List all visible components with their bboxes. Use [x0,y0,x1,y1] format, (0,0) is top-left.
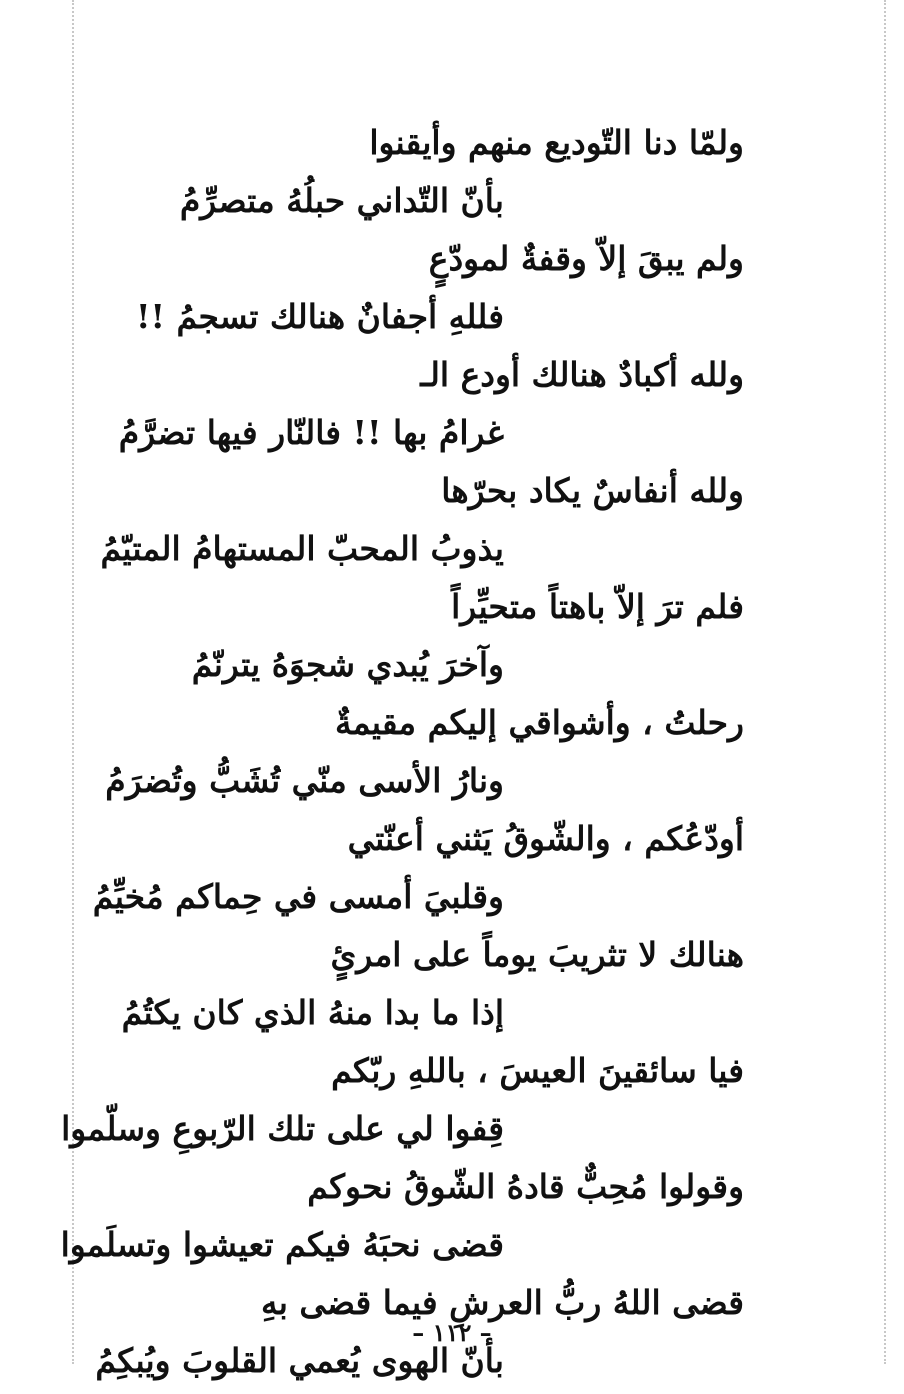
verse [0,582,904,698]
first-hemistich: رحلتُ ، وأشواقي إليكم مقيمةٌ [335,703,744,742]
second-hemistich: ونارُ الأسى منّي تُشَبُّ وتُضرَمُ [105,761,504,800]
second-hemistich: يذوبُ المحبّ المستهامُ المتيّمُ [100,529,504,568]
second-hemistich: قِفوا لي على تلك الرّبوعِ وسلّموا [61,1109,504,1148]
second-hemistich: وآخرَ يُبدي شجوَهُ يترنّمُ [191,645,504,684]
second-hemistich: قضى نحبَهُ فيكم تعيشوا وتسلَموا [60,1225,504,1264]
second-hemistich: بأنّ الهوى يُعمي القلوبَ ويُبكِمُ [95,1341,504,1380]
verse [0,698,904,814]
first-hemistich: هنالك لا تثريبَ يوماً على امرئٍ [330,935,744,974]
first-hemistich: ولله أكبادٌ هنالك أودع الـ [420,355,744,394]
first-hemistich: قضى اللهُ ربُّ العرشِ فيما قضى بهِ [261,1283,744,1322]
first-hemistich: أودّعُكم ، والشّوقُ يَثني أعنّتي [347,819,744,858]
first-hemistich: وقولوا مُحِبٌّ قادهُ الشّوقُ نحوكم [307,1167,744,1206]
second-hemistich: بأنّ التّداني حبلُهُ متصرِّمُ [179,181,504,220]
poem [0,118,904,1394]
verse [0,466,904,582]
verse [0,1046,904,1162]
verse [0,118,904,234]
first-hemistich: فيا سائقينَ العيسَ ، باللهِ ربّكم [331,1051,744,1090]
first-hemistich: ولله أنفاسٌ يكاد بحرّها [441,471,744,510]
second-hemistich: إذا ما بدا منهُ الذي كان يكتُمُ [121,993,504,1032]
verse [0,350,904,466]
page-number: – ١١٢ – [412,1318,492,1347]
verse [0,234,904,350]
first-hemistich: فلم ترَ إلاّ باهتاً متحيِّراً [451,587,744,626]
first-hemistich: ولم يبقَ إلاّ وقفةٌ لمودّعٍ [428,239,744,278]
verse [0,1162,904,1278]
second-hemistich: فللهِ أجفانٌ هنالك تسجمُ !! [136,297,504,336]
verse [0,814,904,930]
second-hemistich: غرامُ بها !! فالنّار فيها تضرَّمُ [118,413,504,452]
verse [0,930,904,1046]
first-hemistich: ولمّا دنا التّوديع منهم وأيقنوا [369,123,744,162]
second-hemistich: وقلبيَ أمسى في حِماكم مُخيِّمُ [92,877,504,916]
